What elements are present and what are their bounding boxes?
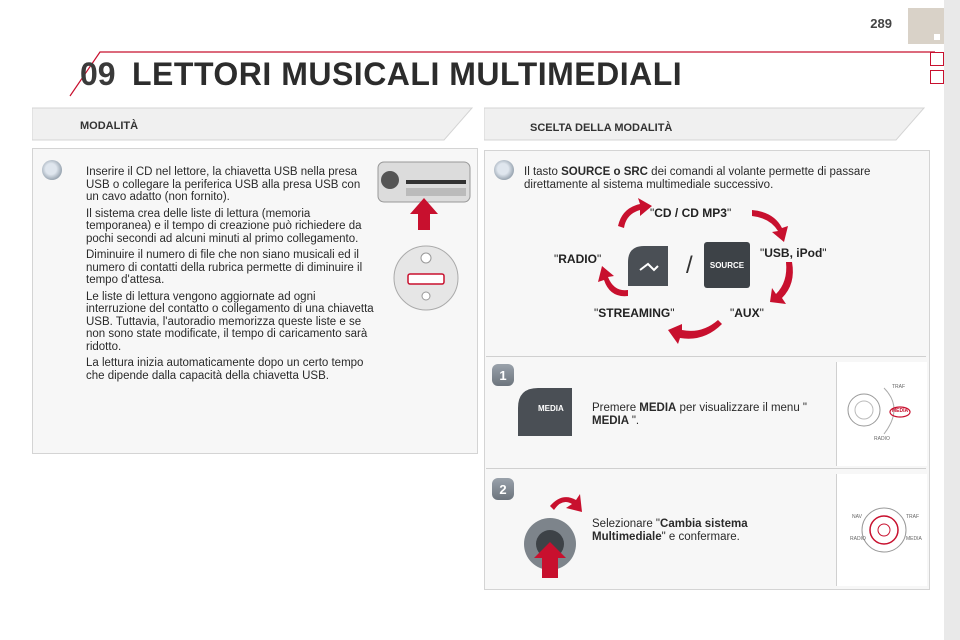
panel-label-radio: RADIO [874,436,890,442]
usb-port-icon [390,242,462,314]
nav-knob-panel-icon [846,494,922,566]
mode-aux: "AUX" [730,306,764,320]
divider [486,356,926,357]
left-paragraph: Inserire il CD nel lettore, la chiavetta USB nella presa USB o collegare la periferica USB alla presa USB con un cavo adatto (non fornito). [86,166,361,203]
step-1-badge: 1 [492,364,514,386]
divider [486,468,926,469]
left-text [86,166,374,386]
mode-streaming: "STREAMING" [594,306,675,320]
step-2-text: Selezionare "Cambia sistema Multimediale" e confermare. [592,518,748,543]
rotary-knob-icon [520,492,584,580]
left-paragraph: La lettura inizia automaticamente dopo un certo tempo che dipende dalla capacità della chiavetta USB. [86,357,364,382]
panel-label-traf: TRAF [906,514,920,520]
mode-usb: "USB, iPod" [760,246,827,260]
panel-label-radio: RADIO [850,536,866,542]
left-paragraph: Il sistema crea delle liste di lettura (memoria temporanea) e il tempo di creazione può richiedere da pochi secondi ad alcuni minuti al primo collegamento. [86,207,362,245]
page-number: 289 [870,16,892,31]
corner-tab [908,8,944,44]
steering-src-button-icon [624,242,672,290]
left-paragraph: Le liste di lettura vengono aggiornate ad ogni interruzione del contatto o collegamento di una chiavetta USB. Tuttavia, l'autoradio memorizza queste liste e se non sono state modificate, il tempo di caricamento sarà ridotto. [86,290,374,353]
panel-label-media: MEDIA [906,536,922,542]
panel-label-media: MEDIA [892,408,909,414]
panel-label-trip: TRAF [892,384,906,390]
info-bulb-icon [42,160,62,180]
left-paragraph: Diminuire il numero di file che non siano musicali ed il numero di contatti della rubrica permette di diminuire il tempo d'attesa. [86,249,363,286]
cd-slot-icon [376,158,472,230]
separator-slash: / [686,252,693,279]
media-button-label: MEDIA [538,404,564,413]
mode-cd: "CD / CD MP3" [650,206,732,220]
step-2-badge: 2 [492,478,514,500]
step-1-text: Premere MEDIA per visualizzare il menu " MEDIA ". [592,402,807,427]
left-heading: MODALITÀ [80,120,139,132]
mode-radio: "RADIO" [554,252,602,266]
chapter-title: LETTORI MUSICALI MULTIMEDIALI [132,56,683,92]
right-heading: SCELTA DELLA MODALITÀ [530,122,673,134]
right-intro: Il tasto SOURCE o SRC dei comandi al volante permette di passare direttamente al sistema multimediale successivo. [524,166,871,191]
side-strip [944,0,960,640]
source-button-icon: SOURCE [704,242,750,288]
info-bulb-icon [494,160,514,180]
panel-label-nav: NAV [852,514,862,520]
chapter-number: 09 [80,56,116,92]
